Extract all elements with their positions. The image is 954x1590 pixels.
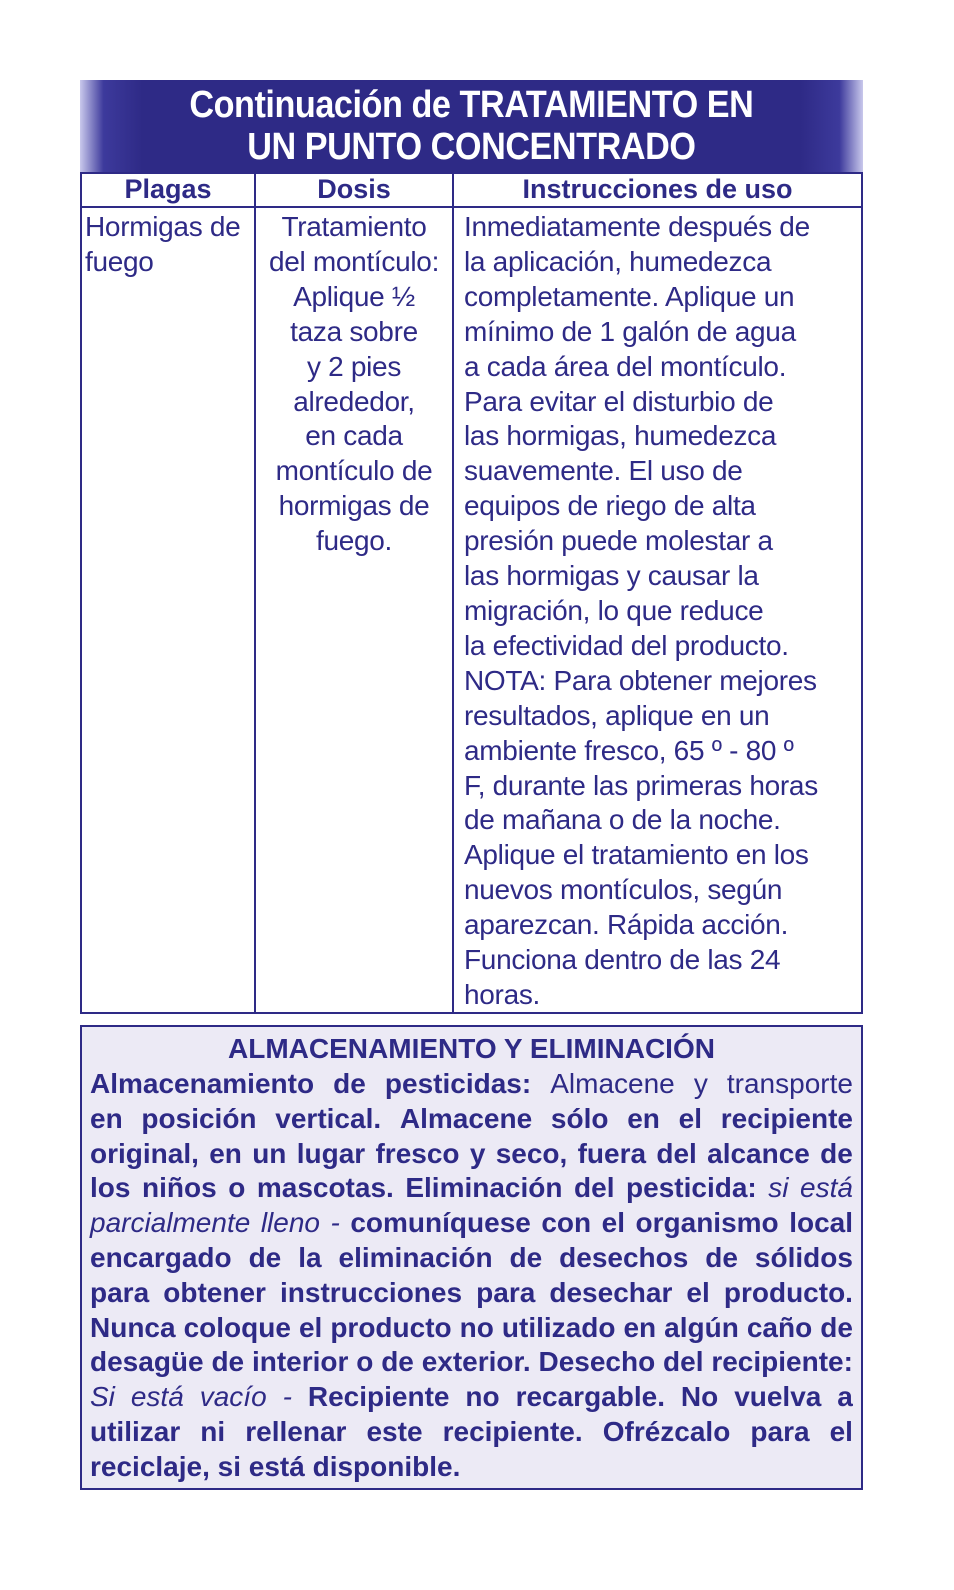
storage-word: - (282, 1381, 292, 1413)
instruction-line: equipos de riego de alta (464, 490, 756, 522)
section-header (80, 80, 863, 172)
instruction-line: suavemente. El uso de (464, 455, 743, 487)
storage-word: sólo (550, 1102, 609, 1134)
treatment-table (80, 172, 863, 1014)
storage-word: y (469, 1137, 486, 1169)
storage-word: local (789, 1207, 853, 1239)
storage-word: posición (141, 1102, 257, 1134)
instruction-line: a cada área del montículo. (464, 350, 787, 382)
storage-word: Nunca (90, 1311, 176, 1343)
storage-word: exterior. (421, 1346, 531, 1378)
storage-word: No (680, 1381, 719, 1413)
storage-word: de (333, 1068, 366, 1099)
storage-text-line (90, 1067, 853, 1102)
storage-word: no (459, 1311, 494, 1343)
storage-word: recipiente: (711, 1346, 853, 1378)
storage-word: eliminación (338, 1241, 493, 1273)
storage-word: - (330, 1207, 340, 1239)
instruction-line: NOTA: Para obtener mejores (464, 664, 817, 696)
storage-word: vertical. (275, 1102, 382, 1134)
storage-disposal-box (80, 1025, 863, 1490)
storage-word: en (209, 1137, 242, 1169)
storage-word: fresco (375, 1137, 460, 1169)
storage-word: producto (330, 1311, 452, 1343)
storage-word: caño (746, 1311, 813, 1343)
column-header-instructions: Instrucciones de uso (522, 174, 793, 204)
storage-word: recipiente (720, 1102, 853, 1134)
table-header-row (82, 174, 861, 208)
dose-line: fuego. (315, 525, 393, 557)
storage-word: del (656, 1137, 697, 1169)
storage-word: está (130, 1381, 184, 1413)
storage-word: en (623, 1311, 657, 1343)
storage-word: recipiente. (442, 1415, 583, 1447)
storage-word: Almacenamiento (90, 1068, 315, 1099)
storage-word: niños (142, 1172, 217, 1204)
storage-word: los (90, 1172, 131, 1204)
dose-cell (256, 208, 454, 1014)
storage-text-line (90, 1276, 853, 1311)
storage-word: encargado (90, 1241, 232, 1273)
storage-word: de (820, 1137, 853, 1169)
storage-word: para (476, 1276, 536, 1308)
instruction-line: mínimo de 1 galón de agua (464, 315, 796, 347)
storage-word: a (837, 1381, 853, 1413)
storage-word: transporte (726, 1068, 853, 1099)
storage-body (90, 1067, 853, 1485)
storage-word: desechar (549, 1276, 673, 1308)
storage-word: el (678, 1102, 702, 1134)
instruction-line: F, durante las primeras horas (464, 769, 818, 801)
storage-word: Almacene (550, 1068, 675, 1099)
storage-text-line (90, 1206, 853, 1241)
instruction-line: Aplique el tratamiento en los (464, 839, 809, 871)
table-row (82, 208, 861, 1014)
storage-word: fuera (577, 1137, 647, 1169)
instruction-line: de mañana o de la noche. (464, 804, 781, 836)
storage-word: obtener (163, 1276, 266, 1308)
storage-word: ni (200, 1415, 226, 1447)
storage-word: producto. (723, 1276, 853, 1308)
storage-word: está (800, 1172, 853, 1204)
storage-word: de (820, 1311, 853, 1343)
storage-word: alcance (707, 1137, 810, 1169)
storage-word: de (211, 1346, 245, 1378)
storage-word: Desecho (538, 1346, 656, 1378)
storage-word: del (574, 1172, 615, 1204)
storage-word: del (663, 1346, 704, 1378)
instruction-line: Funciona dentro de las 24 (464, 944, 781, 976)
storage-word: en (627, 1102, 660, 1134)
storage-word: mascotas. (256, 1172, 394, 1204)
instruction-line: nuevos montículos, según (464, 874, 783, 906)
pest-cell (82, 208, 256, 1014)
pest-line: Hormigas de (85, 211, 241, 242)
instruction-line: ambiente fresco, 65 º - 80 º (464, 734, 794, 766)
storage-word: Si (90, 1381, 115, 1413)
storage-word: lugar (296, 1137, 366, 1169)
storage-word: vuelva (734, 1381, 822, 1413)
instruction-line: resultados, aplique en un (464, 699, 770, 731)
storage-word: un (252, 1137, 287, 1169)
storage-word: si (768, 1172, 789, 1204)
storage-word: parcialmente (90, 1207, 251, 1239)
section-title-line: UN PUNTO CONCENTRADO (247, 126, 696, 168)
instruction-line: la efectividad del producto. (464, 629, 789, 661)
storage-word: de (381, 1346, 414, 1378)
storage-word: Almacene (399, 1102, 533, 1134)
storage-word: pesticidas: (384, 1068, 532, 1099)
storage-word: el (601, 1207, 626, 1239)
instruction-line: las hormigas y causar la (464, 560, 759, 592)
dose-line: hormigas de (278, 490, 430, 522)
dose-line: Tratamiento (281, 211, 427, 242)
storage-word: vacío (199, 1381, 267, 1413)
storage-text-line (90, 1137, 853, 1172)
dose-line: montículo de (275, 455, 433, 487)
instruction-line: completamente. Aplique un (464, 280, 795, 312)
instruction-line: horas. (464, 978, 541, 1010)
storage-text-line (90, 1450, 853, 1485)
storage-word: para (750, 1415, 810, 1447)
dose-line: del montículo: (268, 245, 440, 277)
instruction-line: la aplicación, humedezca (464, 245, 772, 277)
storage-word: Recipiente (307, 1381, 450, 1413)
dose-line: Aplique ½ (293, 280, 415, 312)
storage-word: pesticida: (626, 1172, 757, 1204)
storage-word: y (693, 1068, 708, 1099)
storage-word: en (90, 1102, 123, 1134)
storage-title: ALMACENAMIENTO Y ELIMINACIÓN (228, 1033, 715, 1064)
storage-word: original, (90, 1137, 199, 1169)
storage-word: para (90, 1276, 150, 1308)
storage-text-line (90, 1380, 853, 1415)
storage-word: Eliminación (405, 1172, 563, 1204)
dose-line: taza sobre (290, 315, 418, 347)
storage-text-line (90, 1171, 853, 1206)
storage-word: utilizar (90, 1415, 181, 1447)
pest-line: fuego (85, 245, 154, 277)
column-header-dose: Dosis (256, 174, 454, 206)
storage-word: instrucciones (280, 1276, 463, 1308)
storage-word: Ofrézcalo (602, 1415, 731, 1447)
storage-word: organismo (635, 1207, 779, 1239)
storage-text-line (90, 1241, 853, 1276)
section-title-line: Continuación de TRATAMIENTO EN (189, 84, 754, 126)
section-title (189, 84, 753, 168)
storage-word: algún (664, 1311, 739, 1343)
instructions-cell (454, 208, 861, 1014)
storage-text-line (90, 1102, 853, 1137)
storage-word: de (248, 1241, 282, 1273)
dose-line: y 2 pies (306, 350, 402, 382)
storage-word: el (298, 1311, 323, 1343)
instruction-line: presión puede molestar a (464, 525, 773, 557)
column-header-pests: Plagas (82, 174, 256, 206)
storage-word: o (356, 1346, 374, 1378)
storage-word: con (541, 1207, 592, 1239)
storage-word: o (228, 1172, 246, 1204)
dose-line: en cada (305, 420, 403, 452)
storage-text-line (90, 1345, 853, 1380)
storage-word: recargable. (515, 1381, 665, 1413)
storage-word: sólidos (754, 1241, 853, 1273)
instruction-line: las hormigas, humedezca (464, 420, 777, 452)
storage-word: el (686, 1276, 710, 1308)
storage-word: reciclaje, si está disponible. (90, 1450, 461, 1482)
storage-word: el (829, 1415, 853, 1447)
storage-word: de (705, 1241, 738, 1273)
storage-word: seco, (495, 1137, 568, 1169)
storage-word: utilizado (501, 1311, 616, 1343)
storage-word: rellenar (245, 1415, 347, 1447)
instruction-line: Inmediatamente después de (464, 211, 810, 242)
storage-word: de (509, 1241, 543, 1273)
storage-word: desagüe (90, 1346, 204, 1378)
instruction-line: migración, lo que reduce (464, 594, 764, 626)
storage-text-line (90, 1311, 853, 1346)
storage-text-line (90, 1415, 853, 1450)
storage-word: este (366, 1415, 423, 1447)
storage-word: coloque (183, 1311, 291, 1343)
storage-word: lleno (260, 1207, 320, 1239)
storage-word: desechos (559, 1241, 689, 1273)
instruction-line: aparezcan. Rápida acción. (464, 909, 789, 941)
storage-word: comuníquese (350, 1207, 531, 1239)
storage-word: interior (251, 1346, 349, 1378)
dose-line: alrededor, (293, 385, 415, 417)
instruction-line: Para evitar el disturbio de (464, 385, 774, 417)
storage-word: no (465, 1381, 500, 1413)
storage-word: la (298, 1241, 322, 1273)
